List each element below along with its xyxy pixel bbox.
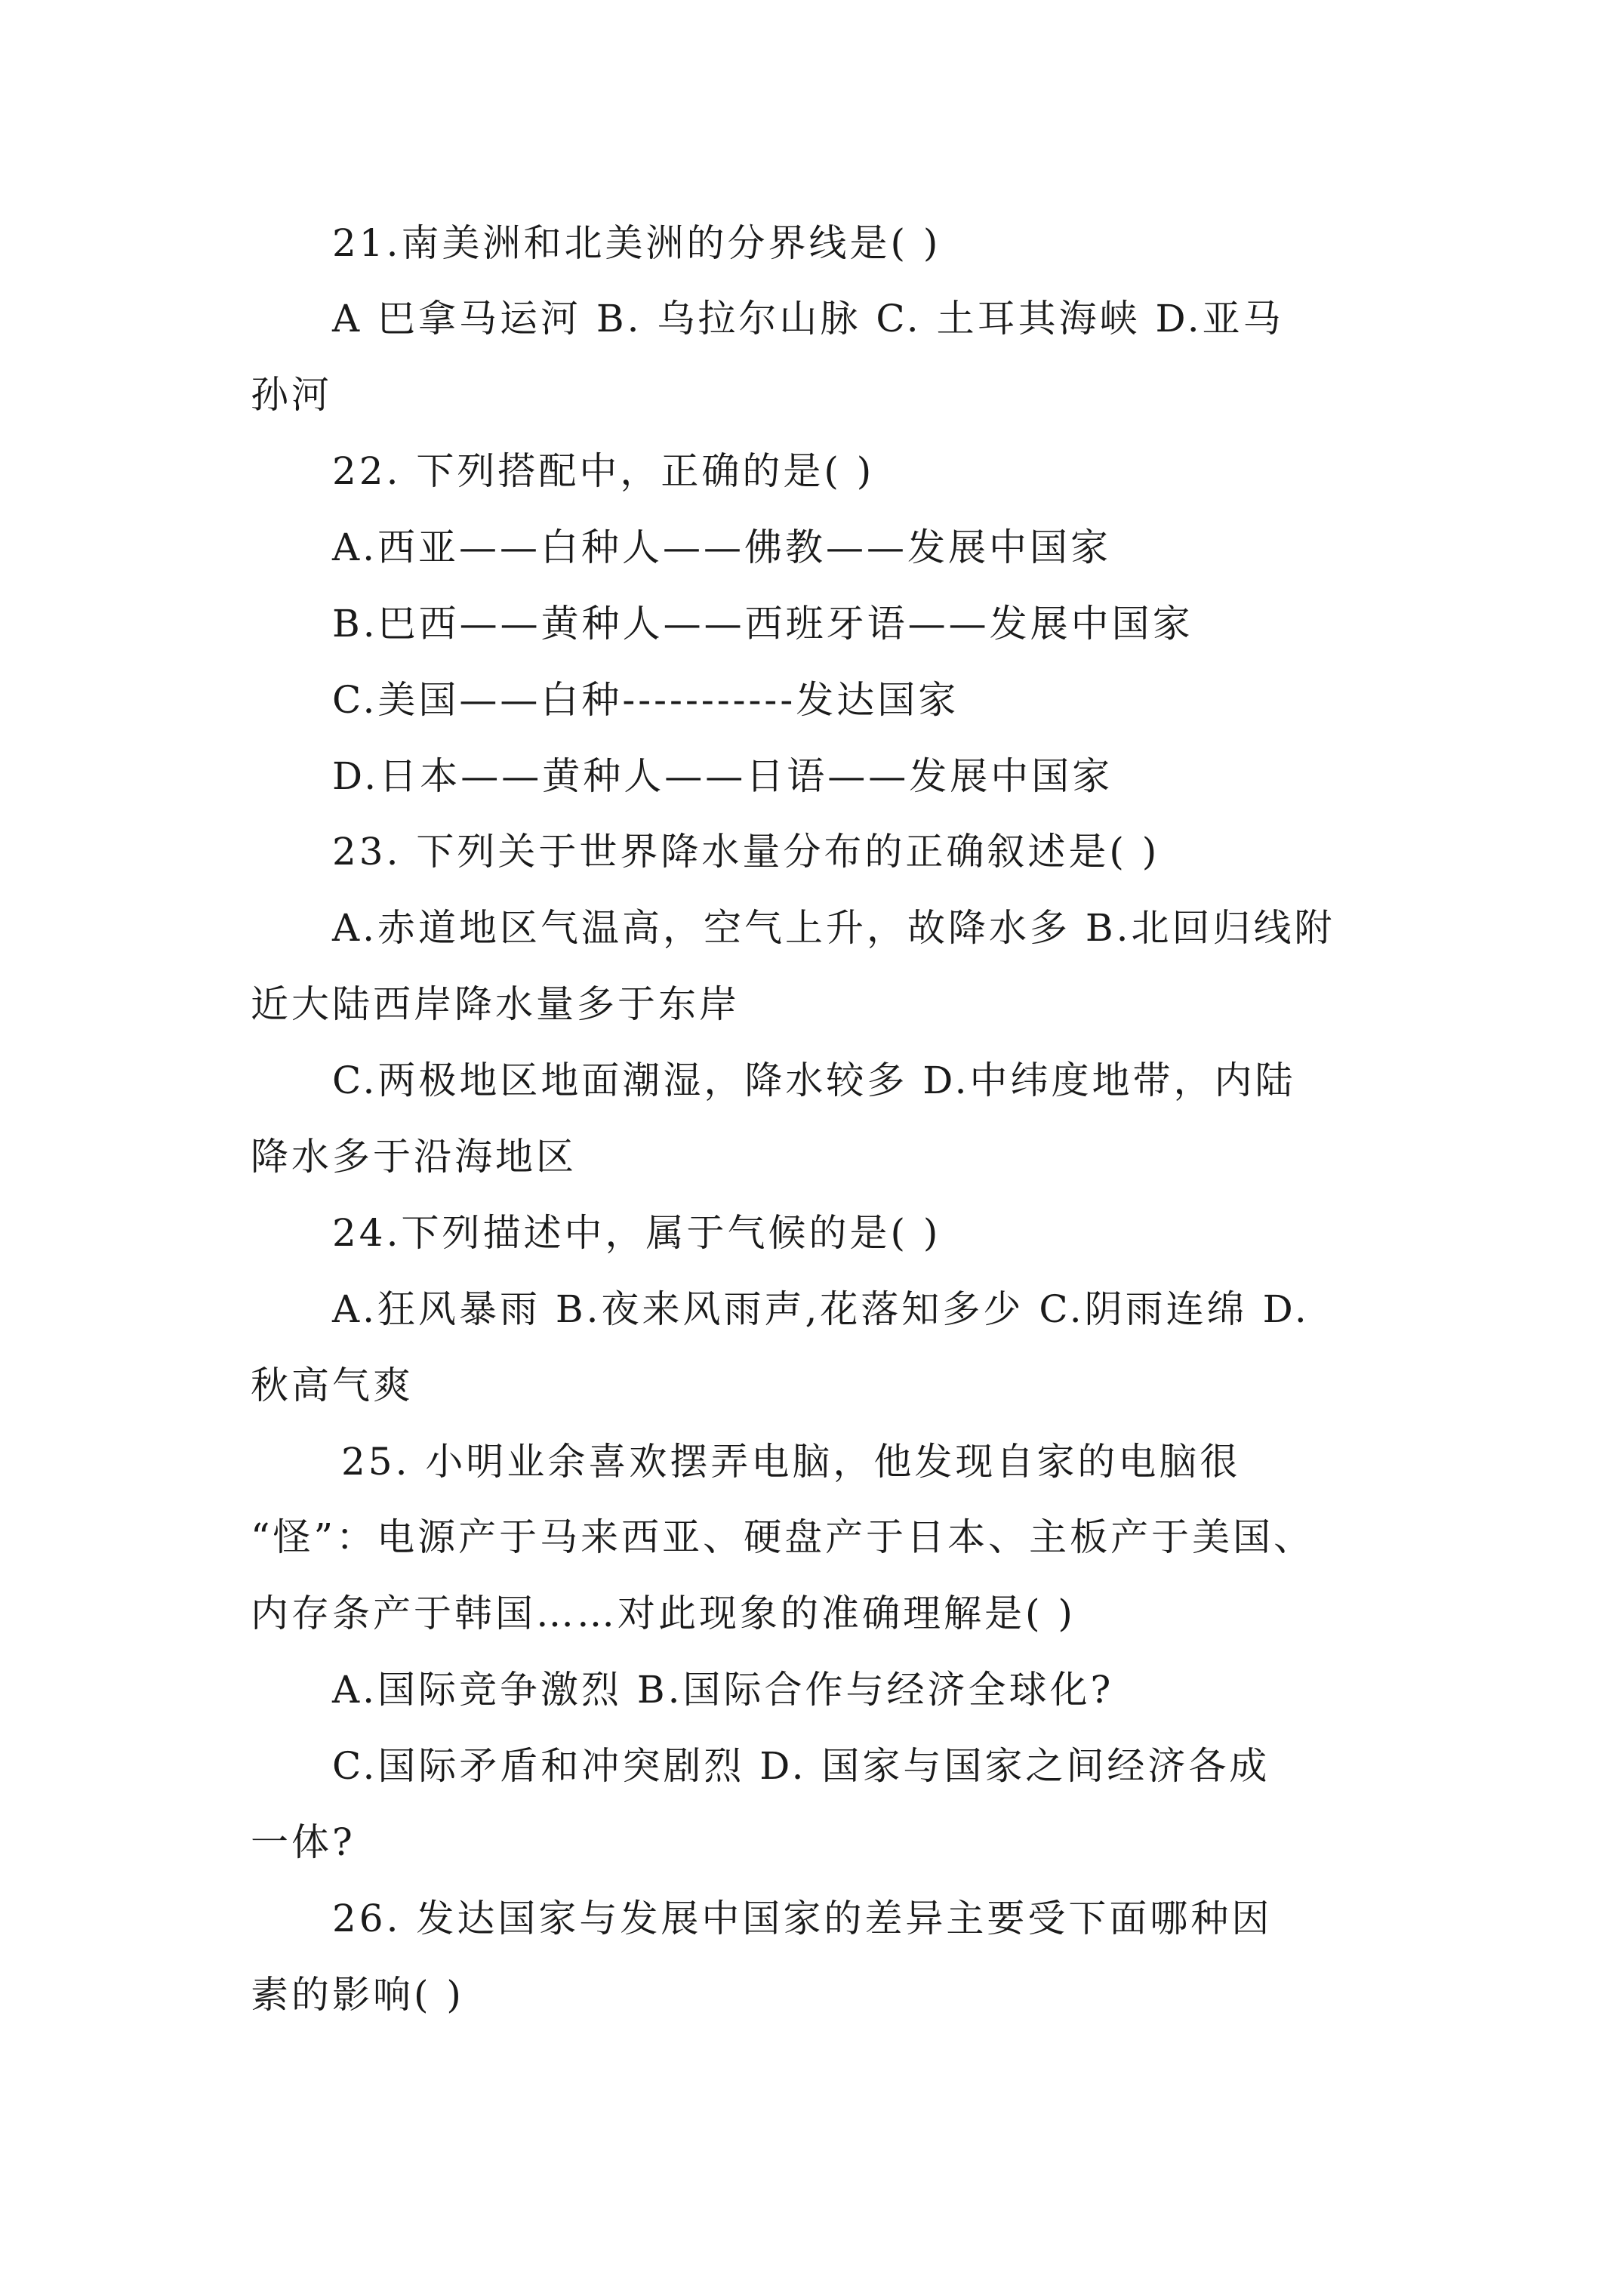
- q22-option-b: B.巴西——黄种人——西班牙语——发展中国家: [332, 602, 1193, 646]
- q22-option-c: C.美国——白种-----------发达国家: [332, 678, 959, 722]
- q26-stem: 26. 发达国家与发展中国家的差异主要受下面哪种因: [332, 1897, 1273, 1940]
- q25-options-ab: A.国际竞争激烈 B.国际合作与经济全球化?: [332, 1668, 1114, 1712]
- q23-options-ab-cont: 近大陆西岸降水量多于东岸: [251, 982, 740, 1026]
- q21-options-cont: 孙河: [251, 373, 332, 417]
- q23-options-cd-cont: 降水多于沿海地区: [251, 1135, 577, 1179]
- q23-options-ab: A.赤道地区气温高，空气上升，故降水多 B.北回归线附: [332, 906, 1335, 950]
- q24-stem: 24.下列描述中，属于气候的是( ): [332, 1211, 941, 1255]
- q21-stem: 21.南美洲和北美洲的分界线是( ): [332, 221, 941, 265]
- q26-stem-cont: 素的影响( ): [251, 1973, 464, 2017]
- q25-stem-cont-1: “怪”：电源产于马来西亚、硬盘产于日本、主板产于美国、: [251, 1515, 1315, 1559]
- q24-options: A.狂风暴雨 B.夜来风雨声,花落知多少 C.阴雨连绵 D.: [332, 1287, 1310, 1331]
- q22-option-d: D.日本——黄种人——日语——发展中国家: [332, 754, 1113, 798]
- q22-stem: 22. 下列搭配中，正确的是( ): [332, 449, 875, 493]
- q23-options-cd: C.两极地区地面潮湿，降水较多 D.中纬度地带，内陆: [332, 1059, 1296, 1102]
- q22-option-a: A.西亚——白种人——佛教——发展中国家: [332, 525, 1112, 569]
- q25-options-cd-cont: 一体?: [251, 1820, 356, 1864]
- q21-options: A 巴拿马运河 B. 乌拉尔山脉 C. 土耳其海峡 D.亚马: [332, 297, 1284, 341]
- q25-stem: 25. 小明业余喜欢摆弄电脑，他发现自家的电脑很: [341, 1440, 1241, 1484]
- q23-stem: 23. 下列关于世界降水量分布的正确叙述是( ): [332, 830, 1160, 874]
- q25-options-cd: C.国际矛盾和冲突剧烈 D. 国家与国家之间经济各成: [332, 1744, 1270, 1788]
- q25-stem-cont-2: 内存条产于韩国……对此现象的准确理解是( ): [251, 1592, 1076, 1635]
- q24-options-cont: 秋高气爽: [251, 1364, 414, 1407]
